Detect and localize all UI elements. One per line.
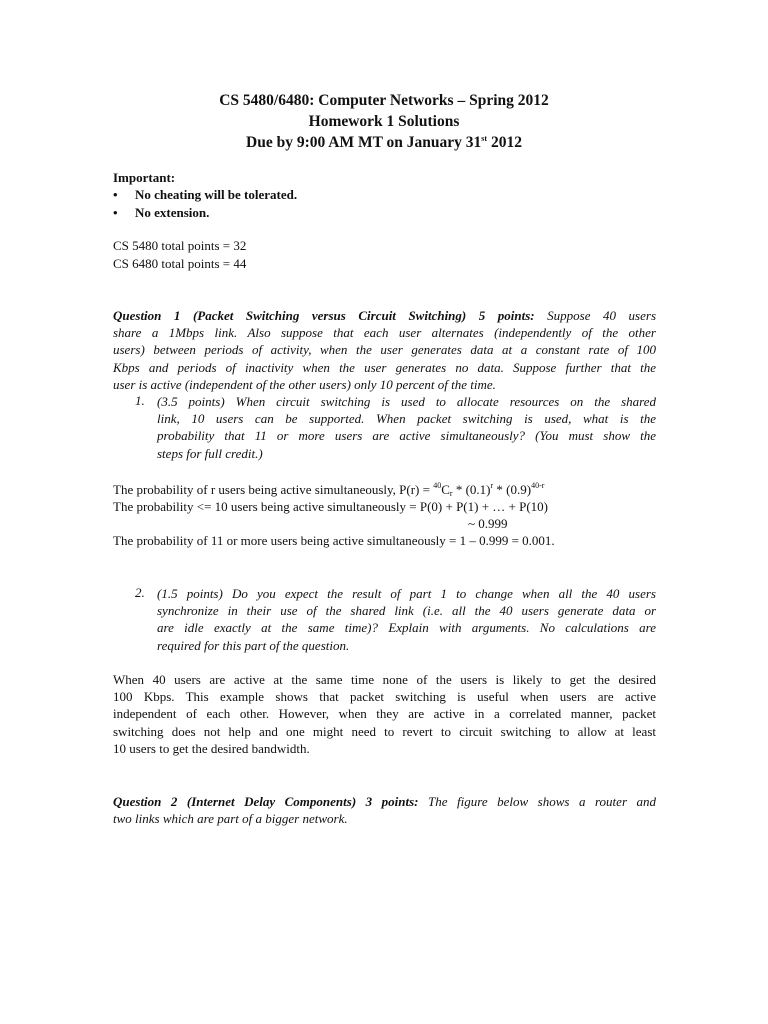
important-item: • No cheating will be tolerated. — [113, 187, 298, 202]
answer-probability-formula: The probability of r users being active simultaneously, $P(r) = ^{40}C_r * (0.1)^r * (0.9)^{40-r}$ — [113, 481, 545, 498]
part-2-number: 2. — [135, 585, 145, 600]
answer-probability-result: The probability of 11 or more users being active simultaneously = 1 – 0.999 = 0.001. — [113, 533, 555, 548]
answer-probability-sum: The probability <= 10 users being active simultaneously = P(0) + P(1) + … + P(10) — [113, 499, 549, 514]
question-1-intro: Question 1 (Packet Switching versus Circuit Switching) 5 points: Suppose 40 users share a 1Mbps link. Also suppose that each user alternates (independently of the other users) between periods of activity, when the user generates data at a constant rate of 100 Kbps and periods of inactivity when the user generates no data. Suppose further that the user is active (independent of the other users) only 10 percent of the time. — [113, 308, 656, 392]
points-6480: CS 6480 total points = 44 — [113, 256, 247, 271]
homework-title: Homework 1 Solutions — [308, 113, 460, 130]
due-date: Due by 9:00 AM MT on January 31st 2012 — [246, 134, 522, 151]
answer-probability-approx: ~ 0.999 — [468, 516, 508, 531]
question-2-heading: Question 2 (Internet Delay Components) 3 points: — [113, 794, 419, 809]
part-2-text: (1.5 points) Do you expect the result of part 1 to change when all the 40 users synchronize in their use of the shared link (i.e. all the 40 users generate data or are idle exactly at the same time)? Explain with arguments. No calculations are required for this part of the question. — [157, 586, 656, 653]
part-1-text: (3.5 points) When circuit switching is used to allocate resources on the shared link, 10 users can be supported. When packet switching is used, what is the probability that 11 or more users are active simultaneously? (You must show the steps for full credit.) — [157, 394, 656, 461]
important-label: Important: — [113, 170, 176, 185]
part-1-number: 1. — [135, 393, 145, 408]
course-title: CS 5480/6480: Computer Networks – Spring 2012 — [219, 92, 549, 109]
question-1-heading: Question 1 (Packet Switching versus Circuit Switching) 5 points: — [113, 308, 535, 323]
points-5480: CS 5480 total points = 32 — [113, 238, 247, 253]
question-2-intro: Question 2 (Internet Delay Components) 3 points: The figure below shows a router and two links which are part of a bigger network. — [113, 794, 657, 827]
important-item: • No extension. — [113, 205, 210, 220]
answer-part-2: When 40 users are active at the same time none of the users is likely to get the desired 100 Kbps. This example shows that packet switching is useful when users are active independent of each other. However, when they are active in a correlated manner, packet switching does not help and one might need to revert to circuit switching to allow at least 10 users to get the desired bandwidth. — [113, 672, 656, 756]
